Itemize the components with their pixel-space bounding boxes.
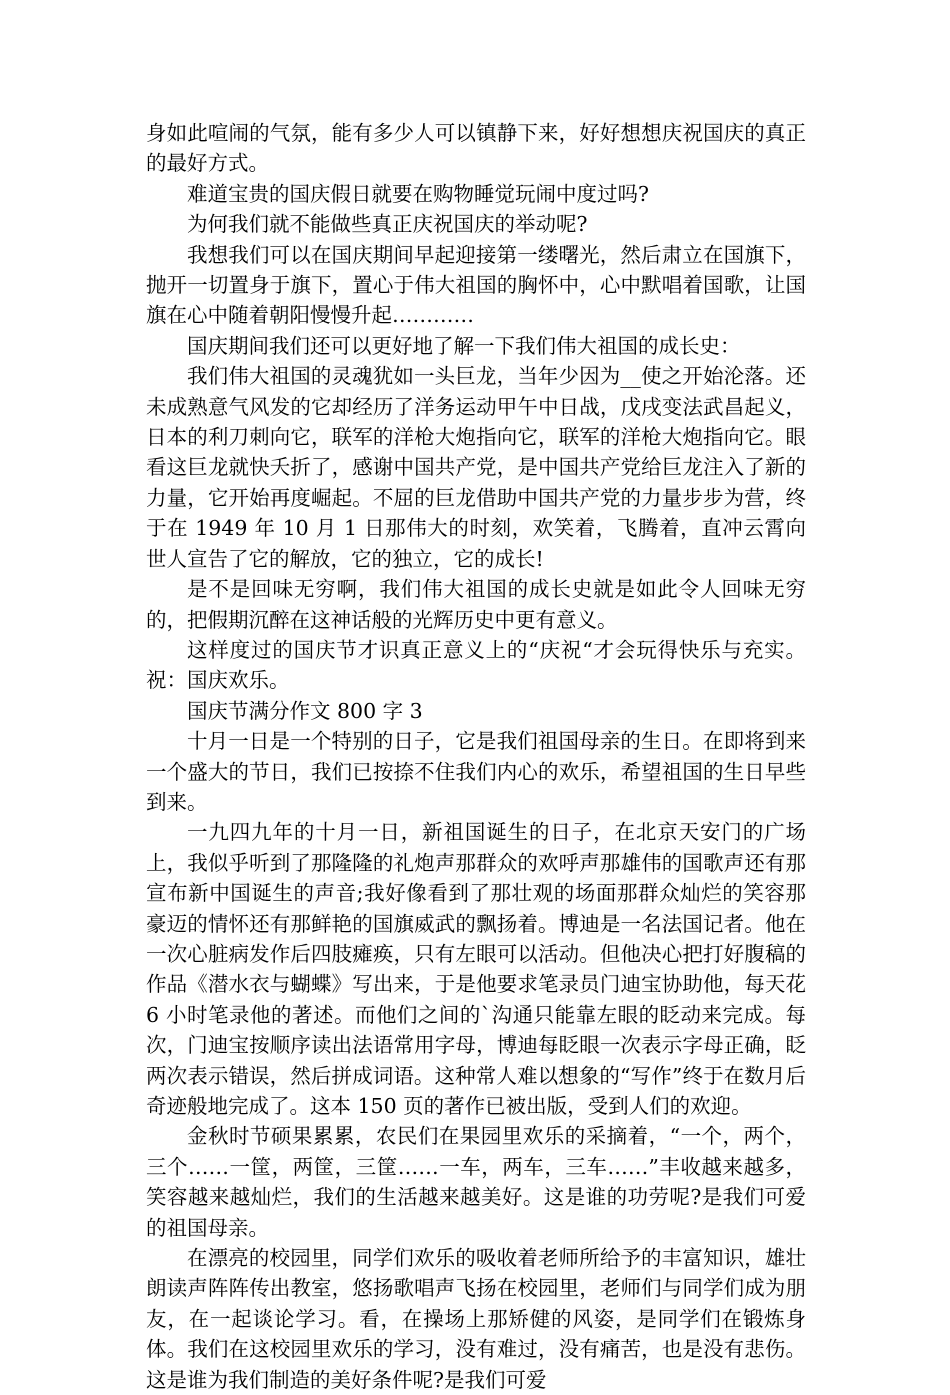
paragraph-4: 我想我们可以在国庆期间早起迎接第一缕曙光，然后肃立在国旗下，抛开一切置身于旗下，置心于伟大祖国的胸怀中，心中默唱着国歌，让国旗在心中随着朝阳慢慢升起………… [146, 242, 806, 328]
paragraph-8: 这样度过的国庆节才识真正意义上的“庆祝“才会玩得快乐与充实。祝：国庆欢乐。 [146, 637, 806, 693]
paragraph-3: 为何我们就不能做些真正庆祝国庆的举动呢? [187, 212, 588, 237]
paragraph-11: 一九四九年的十月一日，新祖国诞生的日子，在北京天安门的广场上，我似乎听到了那隆隆的礼炮声那群众的欢呼声那雄伟的国歌声还有那宣布新中国诞生的声音;我好像看到了那壮观的场面那群众灿烂的笑容那豪迈的情怀还有那鲜艳的国旗威武的飘扬着。博迪是一名法国记者。他在一次心脏病发作后四肢瘫痪，只有左眼可以活动。但他决心把打好腹稿的作品《潜水衣与蝴蝶》写出来，于是他要求笔录员门迪宝协助他，每天花 6 小时笔录他的著述。而他们之间的`沟通只能靠左眼的眨动来完成。每次，门迪宝按顺序读出法语常用字母，博迪每眨眼一次表示字母正确，眨两次表示错误，然后拼成词语。这种常人难以想象的“写作”终于在数月后奇迹般地完成了。这本 150 页的著作已被出版，受到人们的欢迎。 [146, 820, 806, 1118]
document-body [146, 118, 806, 1395]
section-heading: 国庆节满分作文 800 字 3 [187, 698, 423, 723]
paragraph-7: 是不是回味无穷啊，我们伟大祖国的成长史就是如此令人回味无穷的，把假期沉醉在这神话般的光辉历史中更有意义。 [146, 577, 806, 632]
paragraph-2: 难道宝贵的国庆假日就要在购物睡觉玩闹中度过吗? [187, 181, 649, 206]
paragraph-5: 国庆期间我们还可以更好地了解一下我们伟大祖国的成长史： [187, 333, 741, 358]
paragraph-12: 金秋时节硕果累累，农民们在果园里欢乐的采摘着，“一个，两个，三个……一筐，两筐，三筐……一车，两车，三车……”丰收越来越多，笑容越来越灿烂，我们的生活越来越美好。这是谁的功劳呢?是我们可爱的祖国母亲。 [146, 1124, 806, 1240]
paragraph-1: 身如此喧闹的气氛，能有多少人可以镇静下来，好好想想庆祝国庆的真正的最好方式。 [146, 121, 806, 176]
paragraph-10: 十月一日是一个特别的日子，它是我们祖国母亲的生日。在即将到来一个盛大的节日，我们已按捺不住我们内心的欢乐，希望祖国的生日早些到来。 [146, 729, 806, 814]
paragraph-6: 我们伟大祖国的灵魂犹如一头巨龙，当年少因为__使之开始沦落。还未成熟意气风发的它却经历了洋务运动甲午中日战，戊戌变法武昌起义，日本的利刀刺向它，联军的洋枪大炮指向它，联军的洋枪大炮指向它。眼看这巨龙就快夭折了，感谢中国共产党，是中国共产党给巨龙注入了新的力量，它开始再度崛起。不屈的巨龙借助中国共产党的力量步步为营，终于在 1949 年 10 月 1 日那伟大的时刻，欢笑着，飞腾着，直冲云霄向世人宣告了它的解放，它的独立，它的成长! [146, 364, 806, 571]
paragraph-13: 在漂亮的校园里，同学们欢乐的吸收着老师所给予的丰富知识，雄壮朗读声阵阵传出教室，悠扬歌唱声飞扬在校园里，老师们与同学们成为朋友，在一起谈论学习。看，在操场上那矫健的风姿，是同学们在锻炼身体。我们在这校园里欢乐的学习，没有难过，没有痛苦，也是没有悲伤。这是谁为我们制造的美好条件呢?是我们可爱 [146, 1246, 806, 1392]
